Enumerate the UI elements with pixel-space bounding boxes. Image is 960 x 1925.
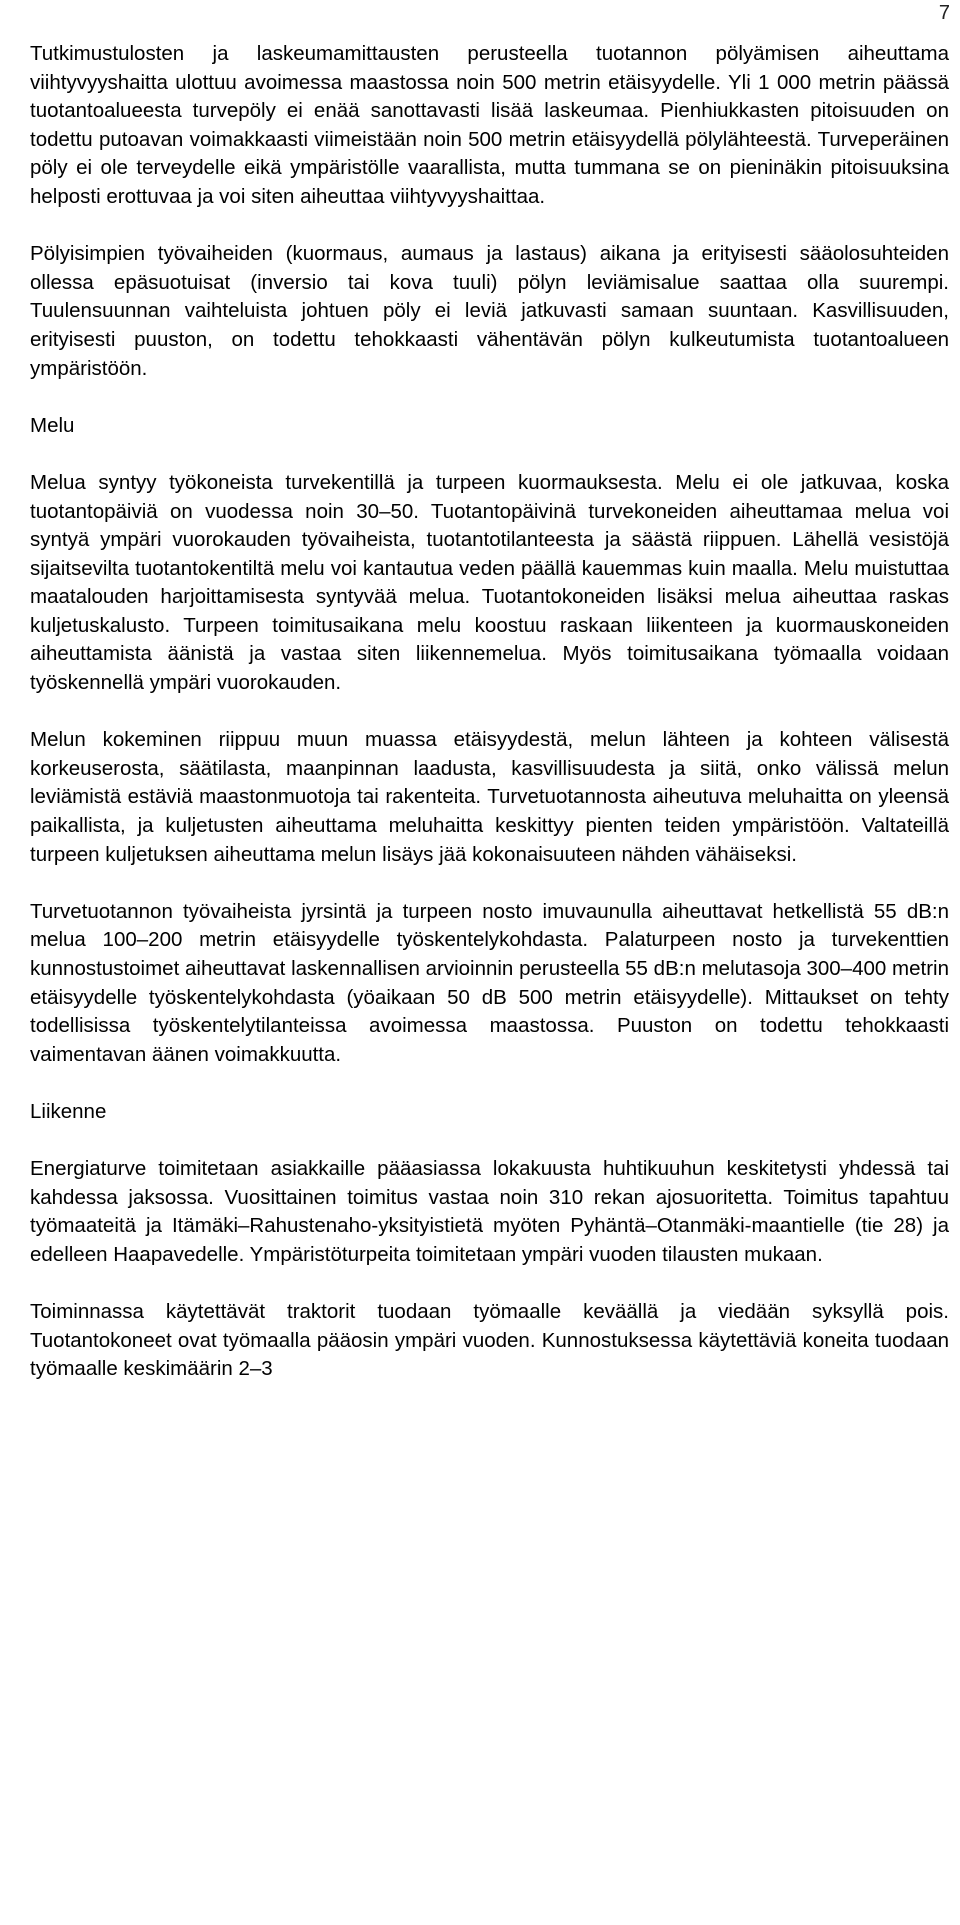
paragraph-traffic-delivery: Energiaturve toimitetaan asiakkaille pääasiassa lokakuusta huhtikuuhun keskitetysti yhdessä tai kahdessa jaksossa. Vuosittainen toimitus vastaa noin 310 rekan ajosuoritetta. Toimitus tapahtuu työmaateitä ja Itämäki–Rahustenaho-yksityistietä myöten Pyhäntä–Otanmäki-maantielle (tie 28) ja edelleen Haapavedelle. Ympäristöturpeita toimitetaan ympäri vuoden tilausten mukaan. (30, 1157, 949, 1266)
paragraph-traffic-machinery: Toiminnassa käytettävät traktorit tuodaan työmaalle keväällä ja viedään syksyllä pois. Tuotantokoneet ovat työmaalla pääosin ympäri vuoden. Kunnostuksessa käytettäviä koneita tuodaan työmaalle keskimäärin 2–3 (30, 1300, 949, 1381)
paragraph-noise-perception: Melun kokeminen riippuu muun muassa etäisyydestä, melun lähteen ja kohteen välisestä korkeuserosta, säätilasta, maanpinnan laadusta, kasvillisuudesta ja siitä, onko välissä melun leviämistä estäviä maastonmuotoja tai rakenteita. Turvetuotannosta aiheutuva meluhaitta on yleensä paikallista, ja kuljetusten aiheuttama meluhaitta keskittyy pienten teiden ympäristöön. Valtateillä turpeen kuljetuksen aiheuttama melun lisäys jää kokonaisuuteen nähden vähäiseksi. (30, 728, 949, 866)
section-heading-melu: Melu (30, 413, 75, 437)
paragraph-dust-conditions: Pölyisimpien työvaiheiden (kuormaus, aumaus ja lastaus) aikana ja erityisesti sääolosuhteiden ollessa epäsuotuisat (inversio tai kova tuuli) pölyn leviämisalue saattaa olla suurempi. Tuulensuunnan vaihteluista johtuen pöly ei leviä jatkuvasti samaan suuntaan. Kasvillisuuden, erityisesti puuston, on todettu tehokkaasti vähentävän pölyn kulkeutumista tuotantoalueen ympäristöön. (30, 242, 949, 380)
paragraph-dust-impact: Tutkimustulosten ja laskeumamittausten perusteella tuotannon pölyämisen aiheuttama viihtyvyyshaitta ulottuu avoimessa maastossa noin 500 metrin etäisyydelle. Yli 1 000 metrin päässä tuotantoalueesta turvepöly ei enää sanottavasti lisää laskeumaa. Pienhiukkasten pitoisuuden on todettu putoavan voimakkaasti viimeistään noin 500 metrin etäisyydellä pölylähteestä. Turveperäinen pöly ei ole terveydelle eikä ympäristölle vaarallista, mutta tummana se on pieninäkin pitoisuuksina helposti erottuvaa ja voi siten aiheuttaa viihtyvyyshaittaa. (30, 42, 949, 208)
paragraph-noise-levels: Turvetuotannon työvaiheista jyrsintä ja turpeen nosto imuvaunulla aiheuttavat hetkellistä 55 dB:n melua 100–200 metrin etäisyydelle työskentelykohdasta. Palaturpeen nosto ja turvekenttien kunnostustoimet aiheuttavat laskennallisen arvioinnin perusteella 55 dB:n melutasoja 300–400 metrin etäisyydelle työskentelykohdasta (yöaikaan 50 dB 500 metrin etäisyydelle). Mittaukset on tehty todellisissa työskentelytilanteissa avoimessa maastossa. Puuston on todettu tehokkaasti vaimentavan äänen voimakkuutta. (30, 899, 949, 1066)
document-body (30, 40, 949, 1384)
section-heading-liikenne: Liikenne (30, 1099, 107, 1123)
paragraph-noise-sources: Melua syntyy työkoneista turvekentillä ja turpeen kuormauksesta. Melu ei ole jatkuvaa, koska tuotantopäiviä on vuodessa noin 30–50. Tuotantopäivinä turvekoneiden aiheuttamaa melua voi syntyä ympäri vuorokauden työvaiheista, tuotantotilanteesta ja säästä riippuen. Lähellä vesistöjä sijaitsevilta tuotantokentiltä melu voi kantautua veden päällä kauemmas kuin maalla. Melu muistuttaa maatalouden harjoittamisesta syntyvää melua. Tuotantokoneiden lisäksi melua aiheuttaa raskas kuljetuskalusto. Turpeen toimitusaikana melu koostuu raskaan liikenteen ja kuormauskoneiden aiheuttamista äänistä ja vastaa siten liikennemelua. Myös toimitusaikana työmaalla voidaan työskennellä ympäri vuorokauden. (30, 470, 949, 695)
page-number: 7 (938, 2, 950, 24)
